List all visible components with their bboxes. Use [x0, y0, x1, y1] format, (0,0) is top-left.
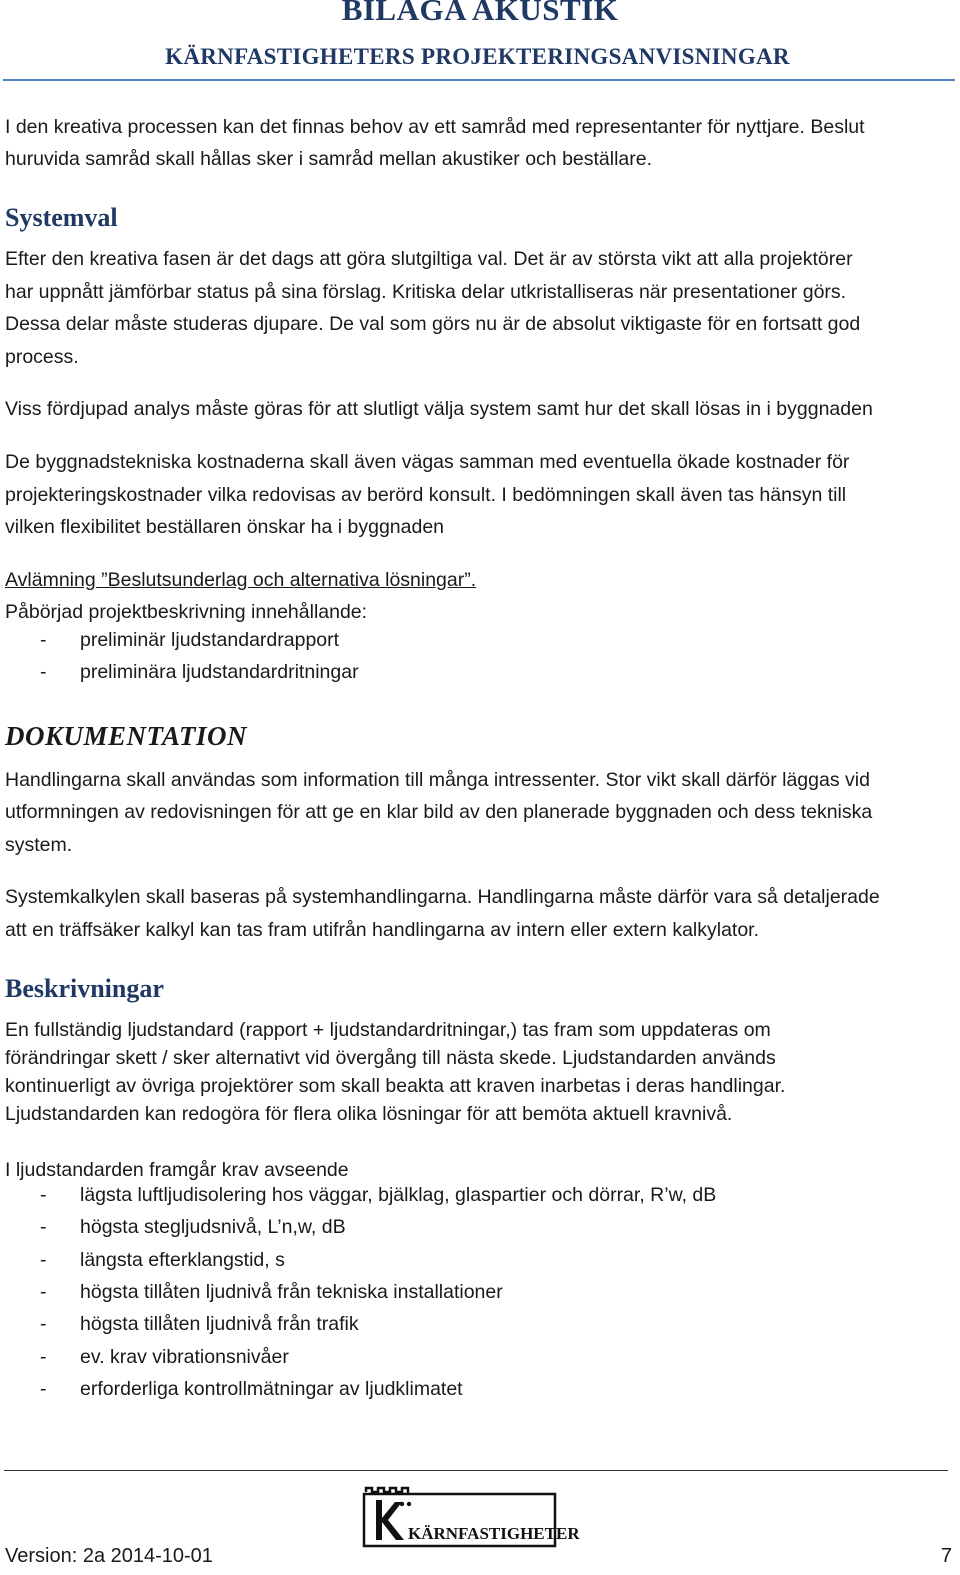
paragraph-line: utformningen av redovisningen för att ge en klar bild av den planerade byggnaden och dess tekniska [5, 801, 873, 823]
list-dash: - [40, 1249, 47, 1271]
list-item [40, 1184, 716, 1207]
paragraph-line: Viss fördjupad analys måste göras för att slutligt välja system samt hur det skall lösas in i byggnaden [5, 398, 873, 420]
page-number: 7 [940, 1545, 952, 1567]
started-line: Påbörjad projektbeskrivning innehållande: [5, 601, 368, 623]
paragraph-line: system. [5, 834, 73, 856]
paragraph-line: process. [5, 346, 79, 368]
paragraph-line: Efter den kreativa fasen är det dags att göra slutgiltiga val. Det är av största vikt att alla projektörer [5, 248, 853, 270]
list-item [40, 1249, 285, 1272]
paragraph-line: förändringar skett / sker alternativt vid övergång till nästa skede. Ljudstandarden används [5, 1047, 776, 1069]
list-dash: - [40, 1346, 47, 1368]
list-item-text: preliminär ljudstandardrapport [80, 629, 340, 651]
version-label: Version: 2a 2014-10-01 [5, 1545, 213, 1567]
list-item-text: preliminära ljudstandardritningar [80, 661, 359, 683]
list-dash: - [40, 1378, 47, 1400]
list-item [40, 1216, 346, 1239]
paragraph-line: I ljudstandarden framgår krav avseende [5, 1159, 349, 1181]
list-item [40, 661, 359, 684]
list-item-text: högsta tillåten ljudnivå från trafik [80, 1313, 359, 1335]
paragraph-line: har uppnått jämförbar status på sina förslag. Kritiska delar utkristalliseras när presentationer görs. [5, 281, 847, 303]
list-item [40, 1281, 503, 1304]
intro-line: I den kreativa processen kan det finnas behov av ett samråd med representanter för nyttjare. Beslut [5, 116, 865, 138]
list-item [40, 1378, 463, 1401]
header-subtitle: KÄRNFASTIGHETERS PROJEKTERINGSANVISNINGAR [165, 44, 790, 69]
paragraph-line: Handlingarna skall användas som information till många intressenter. Stor vikt skall därför läggas vid [5, 769, 870, 791]
list-dash: - [40, 661, 47, 683]
list-dash: - [40, 1281, 47, 1303]
footer-divider [4, 1470, 948, 1471]
list-item [40, 1346, 289, 1369]
paragraph-line: vilken flexibilitet beställaren önskar ha i byggnaden [5, 516, 445, 538]
list-item-text: lägsta luftljudisolering hos väggar, bjälklag, glaspartier och dörrar, R’w, dB [80, 1184, 717, 1206]
list-dash: - [40, 629, 47, 651]
list-dash: - [40, 1313, 47, 1335]
paragraph-line: projekteringskostnader vilka redovisas av berörd konsult. I bedömningen skall även tas hänsyn till [5, 484, 847, 506]
paragraph-line: att en träffsäker kalkyl kan tas fram utifrån handlingarna av intern eller extern kalkylator. [5, 919, 760, 941]
heading-beskrivningar: Beskrivningar [5, 974, 164, 1003]
karnfastigheter-logo [362, 1488, 580, 1548]
paragraph-line: En fullständig ljudstandard (rapport + ljudstandardritningar,) tas fram som uppdateras om [5, 1019, 771, 1041]
paragraph-line: Systemkalkylen skall baseras på systemhandlingarna. Handlingarna måste därför vara så detaljerade [5, 886, 880, 908]
list-item [40, 1313, 359, 1336]
list-dash: - [40, 1184, 47, 1206]
paragraph-line: kontinuerligt av övriga projektörer som skall beakta att kraven inarbetas i deras handlingar. [5, 1075, 786, 1097]
paragraph-line: Dessa delar måste studeras djupare. De val som görs nu är de absolut viktigaste för en fortsatt god [5, 313, 861, 335]
delivery-line: Avlämning ”Beslutsunderlag och alternativa lösningar”. [5, 569, 477, 591]
list-item-text: högsta stegljudsnivå, L’n,w, dB [80, 1216, 346, 1238]
intro-line: huruvida samråd skall hållas sker i samråd mellan akustiker och beställare. [5, 148, 653, 170]
list-item-text: högsta tillåten ljudnivå från tekniska installationer [80, 1281, 503, 1303]
list-item-text: erforderliga kontrollmätningar av ljudklimatet [80, 1378, 463, 1400]
header-divider [3, 79, 955, 81]
heading-systemval: Systemval [5, 203, 118, 232]
list-item-text: längsta efterklangstid, s [80, 1249, 285, 1271]
header-title: BILAGA AKUSTIK [341, 0, 619, 27]
heading-dokumentation: DOKUMENTATION [5, 721, 248, 751]
list-item-text: ev. krav vibrationsnivåer [80, 1346, 289, 1368]
paragraph-line: Ljudstandarden kan redogöra för flera olika lösningar för att bemöta aktuell kravnivå. [5, 1103, 733, 1125]
list-item [40, 629, 339, 652]
list-dash: - [40, 1216, 47, 1238]
paragraph-line: De byggnadstekniska kostnaderna skall även vägas samman med eventuella ökade kostnader för [5, 451, 850, 473]
logo-wordmark: KÄRNFASTIGHETER [408, 1524, 580, 1543]
